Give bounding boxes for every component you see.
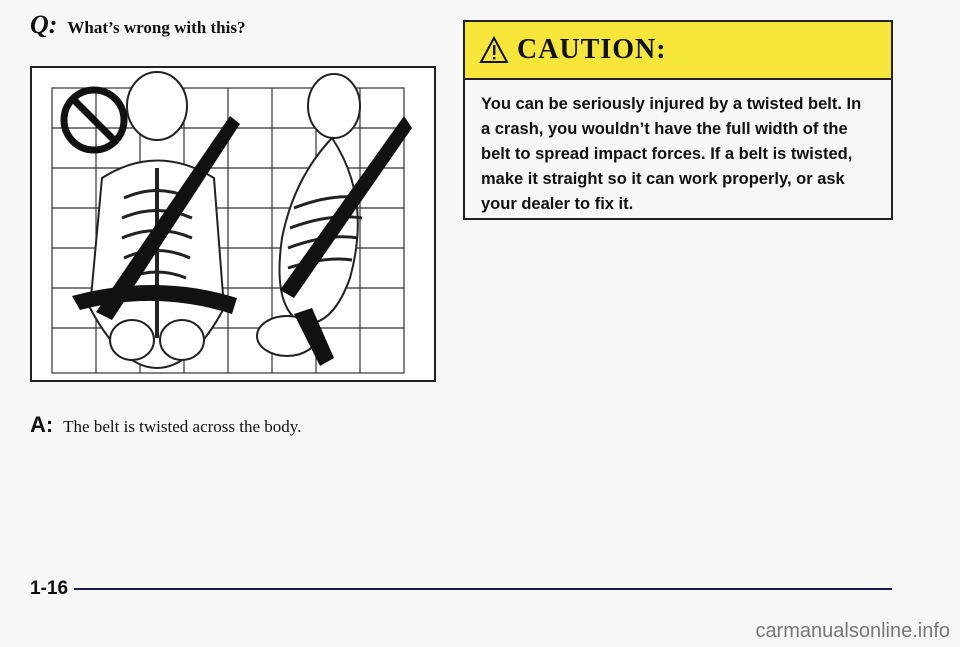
question-line	[30, 10, 245, 40]
watermark: carmanualsonline.info	[755, 620, 950, 642]
page-number: 1-16	[30, 578, 69, 599]
prohibited-icon	[64, 90, 124, 150]
answer-text: The belt is twisted across the body.	[63, 417, 302, 436]
caution-title: CAUTION:	[517, 34, 667, 65]
question-text: What’s wrong with this?	[67, 18, 246, 37]
front-skeleton	[90, 72, 224, 368]
caution-body: You can be seriously injured by a twisted belt. In a crash, you wouldn’t have the full width of the belt to spread impact forces. If a belt is twisted, make it straight so it can work properly, or ask your dealer to fix it.	[481, 95, 862, 213]
warning-triangle-icon	[479, 36, 509, 64]
answer-line	[30, 412, 301, 438]
caution-header	[465, 22, 891, 80]
caution-box	[463, 20, 893, 220]
footer-rule	[74, 588, 892, 590]
question-marker: Q:	[30, 10, 58, 39]
page-footer	[30, 578, 892, 600]
twisted-belt-illustration	[30, 66, 436, 382]
answer-marker: A:	[30, 412, 54, 437]
